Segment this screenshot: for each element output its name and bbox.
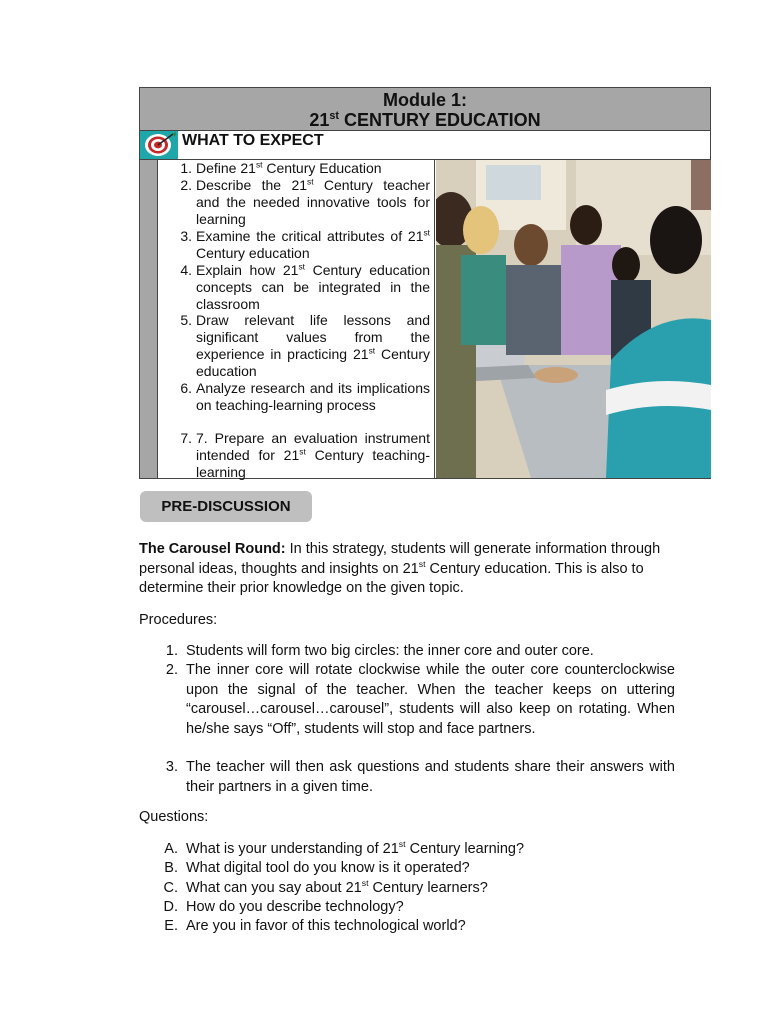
objective-text: Define 21st Century Education [196,159,382,176]
question-letter: D. [163,898,178,915]
procedure-number: 2. [165,662,178,678]
objective-number: 2. [180,177,192,193]
objective-text: Describe the 21st Century teacher and the needed innovative tools for learning [196,176,430,227]
objective-number: 4. [180,262,192,278]
module-header [140,88,710,131]
what-to-expect-row [140,131,710,160]
objective-text: 7. Prepare an evaluation instrument intended for 21st Century teaching-learning [196,430,430,480]
procedure-number: 3. [165,759,178,775]
question-text: What can you say about 21st Century learners? [186,877,488,896]
what-to-expect-heading: WHAT TO EXPECT [182,132,324,149]
target-icon [140,131,178,159]
questions-label: Questions: [139,809,209,825]
classroom-photo [436,160,711,478]
question-letter: B. [164,860,178,877]
question-letter: C. [163,879,178,896]
objective-number: 3. [180,228,192,244]
carousel-text: In this strategy, students will generate information through personal ideas, thoughts and insights on 21st Century education. This is also to determine their prior knowledge on the given topic. [139,541,661,596]
gray-margin-strip [140,160,158,478]
question-letter: A. [164,841,178,857]
question-text: How do you describe technology? [186,898,404,915]
carousel-bold-lead: The Carousel Round: [139,541,286,557]
module-subtitle: 21st CENTURY EDUCATION [309,110,541,130]
objective-text: Examine the critical attributes of 21st Century education [196,227,430,261]
objective-text: Explain how 21st Century education concepts can be integrated in the classroom [196,261,430,312]
module-box [139,87,711,479]
objective-text: Analyze research and its implications on teaching-learning process [196,380,430,413]
objective-number: 5. [180,312,192,328]
objective-number: 7. [180,430,192,446]
question-text: What is your understanding of 21st Century learning? [186,839,525,857]
carousel-paragraph [139,540,679,599]
procedure-number: 1. [165,643,178,659]
objective-text: Draw relevant life lessons and significant values from the experience in practicing 21st Century education [196,312,430,379]
objective-number: 1. [180,160,192,176]
objective-number: 6. [180,380,192,396]
objectives-list [158,160,435,478]
question-text: Are you in favor of this technological world? [186,918,466,935]
pre-discussion-label: PRE-DISCUSSION [140,491,312,522]
procedure-text: The teacher will then ask questions and students share their answers with their partners in a given time. [186,759,675,795]
procedure-text: Students will form two big circles: the inner core and outer core. [186,643,594,659]
procedures-label: Procedures: [139,612,218,628]
procedure-text: The inner core will rotate clockwise while the outer core counterclockwise upon the signal of the teacher. When the teacher keeps on uttering “carousel…carousel…carousel”, students will also keep on rotating. When he/she says “Off”, students will stop and face partners. [186,662,675,737]
module-title: Module 1: [383,90,467,110]
question-text: What digital tool do you know is it operated? [186,860,470,877]
question-letter: E. [164,918,178,935]
